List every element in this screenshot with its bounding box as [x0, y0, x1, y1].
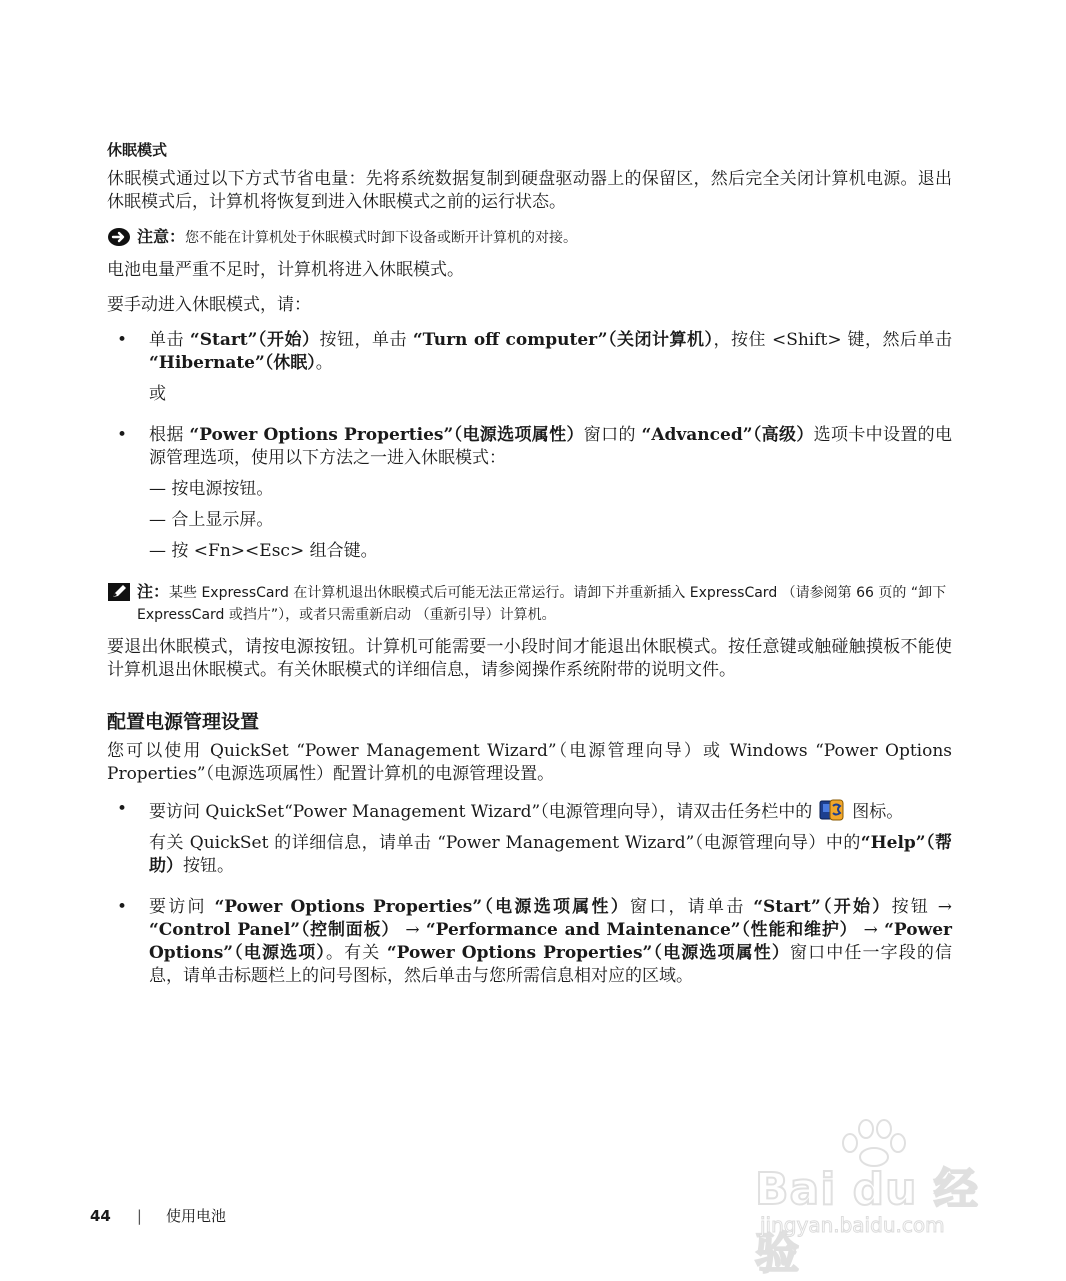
hibernate-intro: 休眠模式通过以下方式节省电量：先将系统数据复制到硬盘驱动器上的保留区，然后完全关闭计算机电源。退出休眠模式后，计算机将恢复到进入休眠模式之前的运行状态。	[107, 169, 952, 212]
notice-box	[107, 226, 952, 249]
list-item	[107, 424, 952, 571]
note-pencil-icon	[107, 581, 137, 603]
note-box	[107, 581, 952, 626]
manual-para: 要手动进入休眠模式，请：	[107, 295, 311, 315]
note-text: 某些 ExpressCard 在计算机退出休眠模式后可能无法正常运行。请卸下并重新插入 ExpressCard （请参阅第 66 页的 “卸下 ExpressCard 或挡片”），或者只需重新启动 （重新引导）计算机。	[137, 585, 947, 623]
bullet-dot: •	[117, 799, 128, 819]
dash-item: — 合上显示屏。	[149, 510, 274, 530]
section-heading-power: 配置电源管理设置	[107, 711, 260, 733]
bullet-text: 单击 “Start”（开始）按钮，单击 “Turn off computer”（关闭计算机），按住 <Shift> 键，然后单击 “Hibernate”（休眠）。	[149, 330, 953, 373]
page-number: 44	[90, 1206, 111, 1225]
note-label: 注：	[137, 582, 170, 601]
chapter-title: 使用电池	[165, 1207, 226, 1225]
footer-separator: |	[136, 1206, 142, 1225]
notice-text: 您不能在计算机处于休眠模式时卸下设备或断开计算机的对接。	[185, 230, 578, 246]
bullet-text: 有关 QuickSet 的详细信息，请单击 “Power Management Wizard”（电源管理向导）中的“Help”（帮助）按钮。	[149, 833, 952, 876]
battery-para: 电池电量严重不足时，计算机将进入休眠模式。	[107, 260, 464, 280]
power-intro: 您可以使用 QuickSet “Power Management Wizard”（电源管理向导）或 Windows “Power Options Properties”（电源选项属性）配置计算机的电源管理设置。	[107, 741, 952, 784]
bullet-text: 根据 “Power Options Properties”（电源选项属性）窗口的 “Advanced”（高级）选项卡中设置的电源管理选项，使用以下方法之一进入休眠模式：	[149, 425, 953, 468]
dash-item: — 按 <Fn><Esc> 组合键。	[149, 541, 378, 561]
bullet-dot: •	[117, 425, 128, 445]
page-footer	[90, 1205, 226, 1226]
bullet-dot: •	[117, 330, 128, 350]
exit-para: 要退出休眠模式，请按电源按钮。计算机可能需要一小段时间才能退出休眠模式。按任意键或触碰触摸板不能使计算机退出休眠模式。有关休眠模式的详细信息，请参阅操作系统附带的说明文件。	[107, 637, 952, 680]
bullet-dot: •	[117, 897, 128, 917]
dash-item: — 按电源按钮。	[149, 479, 274, 499]
baidu-watermark	[750, 1115, 1010, 1279]
watermark-brand: Bai du 经验	[755, 1164, 979, 1279]
or-text: 或	[149, 384, 166, 404]
bullet-text: 要访问 QuickSet“Power Management Wizard”（电源管理向导），请双击任务栏中的 图标。	[149, 798, 952, 824]
page-content	[107, 140, 952, 1006]
section-heading-hibernate: 休眠模式	[107, 141, 168, 159]
notice-label: 注意：	[137, 227, 186, 246]
quickset-taskbar-icon	[818, 798, 846, 822]
bullet-text: 要访问 “Power Options Properties”（电源选项属性）窗口，请单击 “Start”（开始）按钮 → “Control Panel”（控制面板） → “Performance and Maintenance”（性能和维护） → “Power Options”（电源选项）。有关 “Power Options Properties”（电源选项属性）窗口中任一字段的信息，请单击标题栏上的问号图标，然后单击与您所需信息相对应的区域。	[149, 897, 952, 986]
list-item	[107, 896, 952, 996]
notice-arrow-icon	[107, 226, 137, 248]
list-item	[107, 329, 952, 414]
list-item	[107, 798, 952, 886]
watermark-site: jingyan.baidu.com	[760, 1213, 945, 1237]
